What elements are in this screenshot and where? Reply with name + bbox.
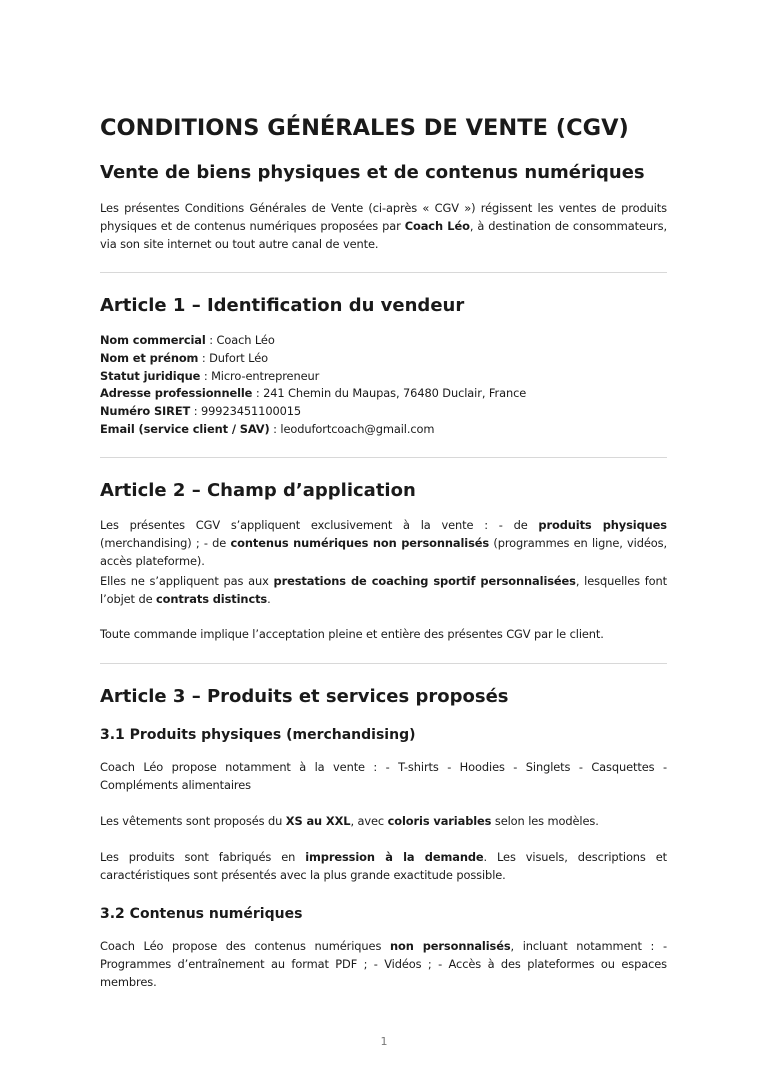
row-label: Nom et prénom bbox=[100, 350, 199, 365]
row-value: : Micro-entrepreneur bbox=[200, 368, 320, 383]
section31-heading-block bbox=[100, 725, 667, 745]
section32-p1-block bbox=[100, 938, 667, 991]
seller-info-list bbox=[100, 332, 667, 439]
article2-paragraph bbox=[100, 573, 667, 609]
row-value: : Coach Léo bbox=[205, 333, 275, 347]
document-title-block bbox=[100, 114, 667, 142]
text: . bbox=[267, 591, 271, 606]
seller-row bbox=[100, 385, 667, 403]
article2-p3-block bbox=[100, 626, 667, 644]
seller-row bbox=[100, 403, 667, 421]
text: (merchandising) ; - de bbox=[100, 535, 231, 550]
bold-text: prestations de coaching sportif personnalisées bbox=[273, 574, 576, 588]
bold-text: coloris variables bbox=[387, 814, 492, 828]
text: Les présentes Conditions Générales de Vente (ci-après « CGV ») régissent les ventes de produits physiques et de contenus numériques proposées par bbox=[100, 201, 667, 233]
text: Les produits sont fabriqués en bbox=[100, 850, 306, 864]
text: Coach Léo propose des contenus numériques bbox=[100, 939, 390, 953]
divider bbox=[100, 272, 667, 273]
section32-heading-block bbox=[100, 904, 667, 924]
row-value: : leodufortcoach@gmail.com bbox=[269, 421, 435, 436]
row-label: Email (service client / SAV) bbox=[100, 421, 270, 436]
section31-p1-block bbox=[100, 759, 667, 795]
page-number: 1 bbox=[380, 1035, 388, 1048]
subtitle-block bbox=[100, 161, 667, 185]
text: (programmes en ligne, vidéos, accès plateforme). bbox=[100, 535, 667, 568]
section31-p3-block bbox=[100, 849, 667, 885]
bold-text: Coach Léo bbox=[404, 218, 470, 233]
text: Elles ne s’appliquent pas aux bbox=[100, 574, 274, 588]
row-label: Statut juridique bbox=[100, 368, 201, 383]
seller-row bbox=[100, 350, 667, 368]
text: , lesquelles font l’objet de bbox=[100, 574, 667, 606]
row-label: Numéro SIRET bbox=[100, 404, 191, 419]
seller-info bbox=[100, 332, 667, 439]
article2-heading-block bbox=[100, 479, 667, 503]
article3-heading: Article 3 – Produits et services proposés bbox=[100, 686, 509, 707]
text: Les présentes CGV s’appliquent exclusivement à la vente : - de bbox=[100, 518, 539, 532]
row-value: : 241 Chemin du Maupas, 76480 Duclair, France bbox=[252, 386, 527, 401]
row-value: : 99923451100015 bbox=[190, 404, 302, 419]
text: . Les visuels, descriptions et caractéristiques sont présentés avec la plus grande exactitude possible. bbox=[100, 850, 667, 882]
bold-text: XS au XXL bbox=[285, 814, 351, 828]
row-label: Adresse professionnelle bbox=[100, 386, 253, 401]
text: , avec bbox=[350, 814, 388, 828]
article2-paragraph bbox=[100, 517, 667, 570]
text: selon les modèles. bbox=[491, 814, 599, 828]
text: , à destination de consommateurs, via son site internet ou tout autre canal de vente. bbox=[100, 218, 667, 251]
row-value: : Dufort Léo bbox=[198, 350, 268, 365]
bold-text: produits physiques bbox=[538, 518, 667, 532]
seller-row bbox=[100, 368, 667, 386]
divider bbox=[100, 457, 667, 458]
section31-paragraph bbox=[100, 849, 667, 885]
bold-text: contrats distincts bbox=[156, 591, 268, 606]
bold-text: impression à la demande bbox=[305, 850, 484, 864]
document-subtitle: Vente de biens physiques et de contenus numériques bbox=[100, 162, 645, 183]
divider bbox=[100, 663, 667, 664]
article2-p1-block bbox=[100, 517, 667, 570]
row-label: Nom commercial bbox=[100, 333, 206, 347]
article1-heading-block bbox=[100, 294, 667, 318]
article2-heading: Article 2 – Champ d’application bbox=[100, 480, 416, 501]
intro-paragraph-block bbox=[100, 200, 667, 253]
intro-paragraph bbox=[100, 200, 667, 253]
section31-paragraph bbox=[100, 813, 667, 831]
bold-text: contenus numériques non personnalisés bbox=[230, 535, 490, 550]
article2-p2-block bbox=[100, 573, 667, 609]
document-title: CONDITIONS GÉNÉRALES DE VENTE (CGV) bbox=[100, 115, 629, 141]
bold-text: non personnalisés bbox=[389, 939, 511, 953]
article1-heading: Article 1 – Identification du vendeur bbox=[100, 295, 465, 316]
article2-paragraph: Toute commande implique l’acceptation pleine et entière des présentes CGV par le client. bbox=[100, 627, 604, 641]
section31-heading: 3.1 Produits physiques (merchandising) bbox=[100, 727, 416, 743]
section32-heading: 3.2 Contenus numériques bbox=[100, 906, 303, 922]
article3-heading-block bbox=[100, 685, 667, 709]
section31-p2-block bbox=[100, 813, 667, 831]
seller-row bbox=[100, 332, 667, 350]
section31-paragraph: Coach Léo propose notamment à la vente : - T-shirts - Hoodies - Singlets - Casquettes - Compléments alimentaires bbox=[100, 760, 667, 792]
text: Les vêtements sont proposés du bbox=[100, 814, 286, 828]
section32-paragraph bbox=[100, 938, 667, 991]
text: , incluant notamment : - Programmes d’entraînement au format PDF ; - Vidéos ; - Accès à des plateformes ou espaces membres. bbox=[100, 939, 667, 989]
seller-row bbox=[100, 421, 667, 439]
